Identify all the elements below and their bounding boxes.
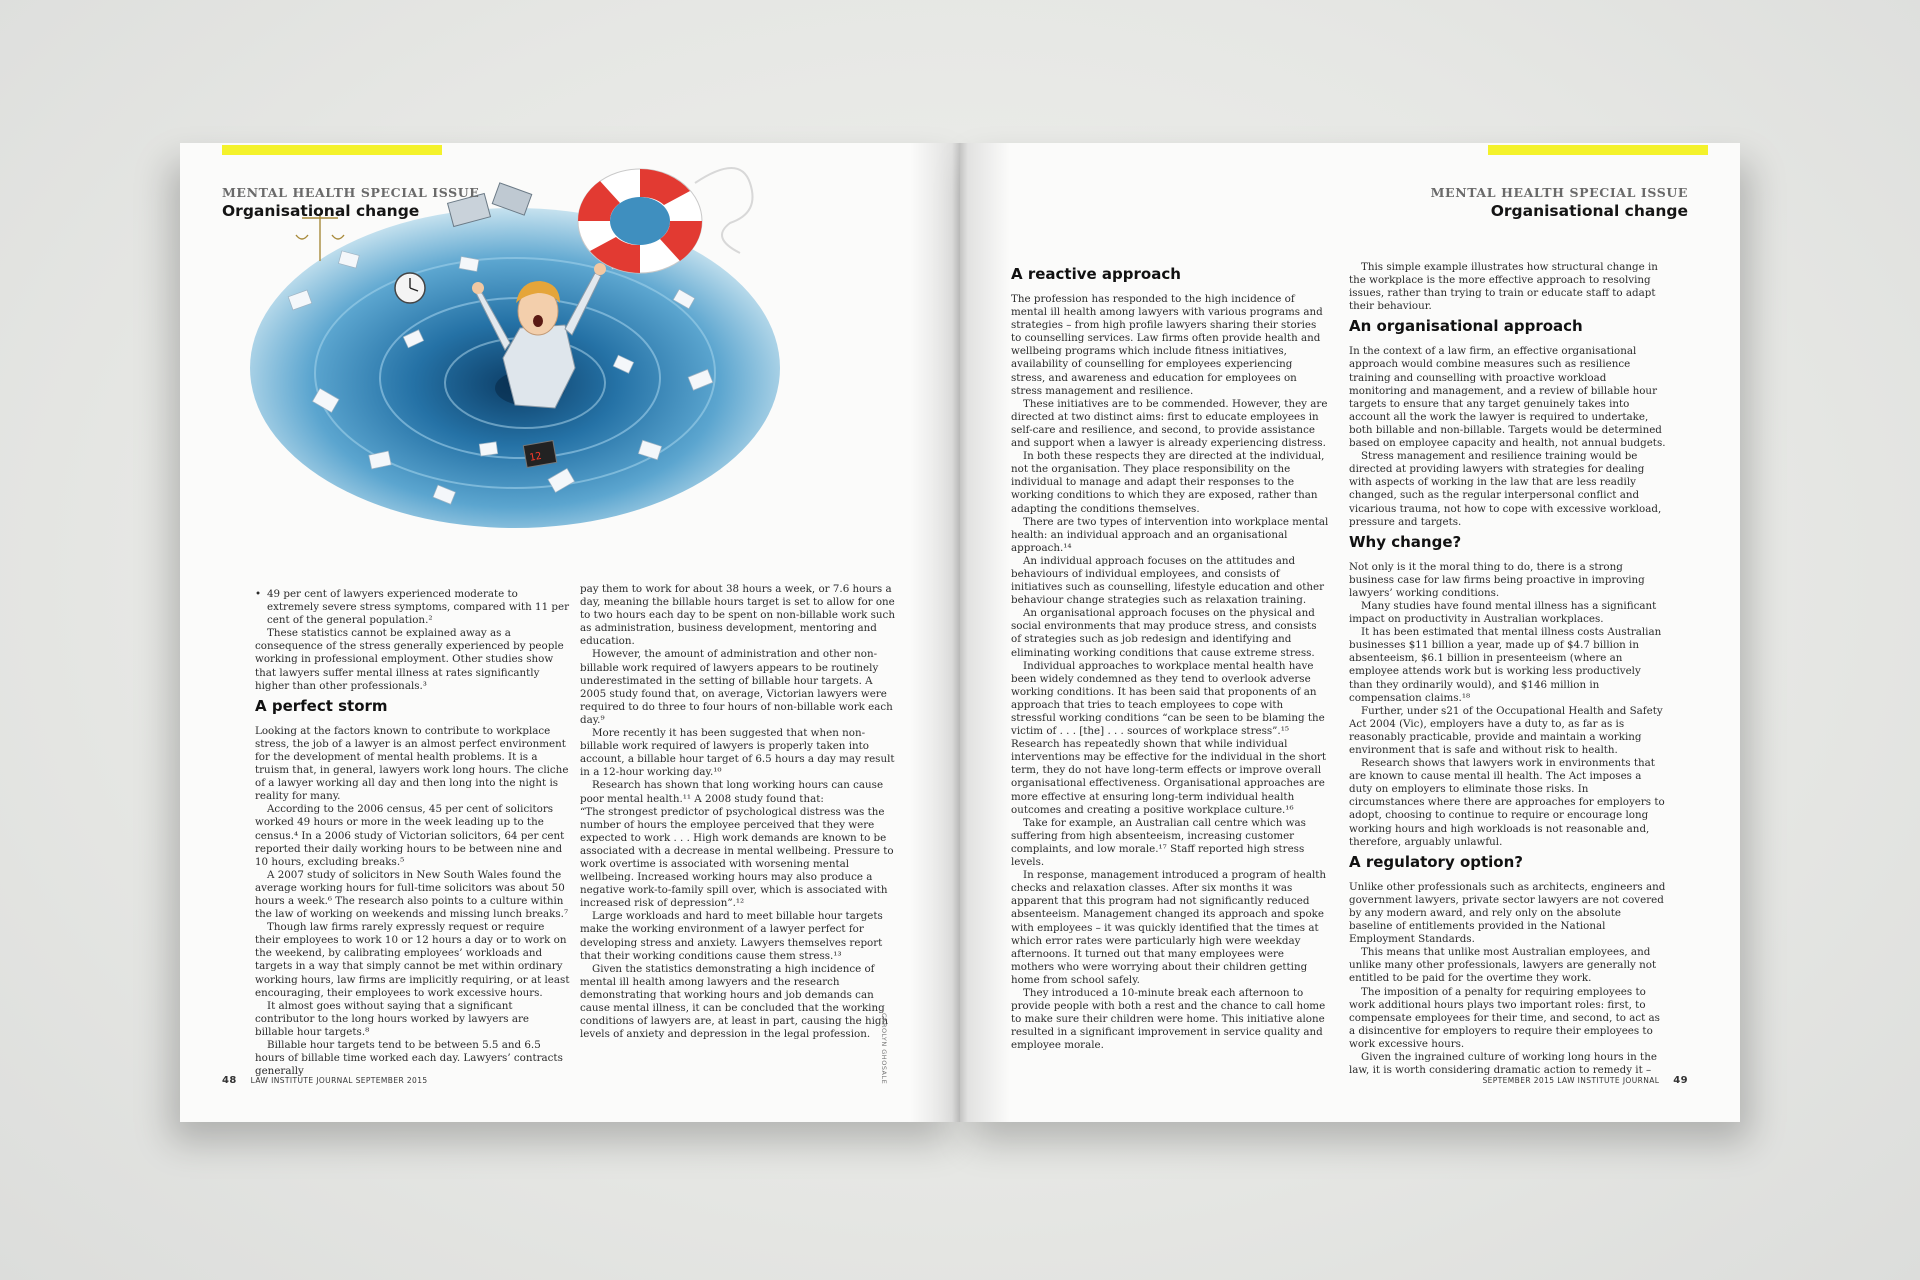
- paragraph: Though law firms rarely expressly request or require their employees to work 10 or 12 hours a day or to work on the weekend, by calibrating employees’ workloads and targets in a way that simply cannot be met within ordinary working hours, law firms are implicitly requiring, or at least encouraging, their employees to work excessive hours.: [255, 921, 570, 999]
- publication-name: LAW INSTITUTE JOURNAL SEPTEMBER 2015: [250, 1076, 428, 1085]
- paragraph: The profession has responded to the high incidence of mental ill health among lawyers with various programs and strategies – from high profile lawyers sharing their stories to counselling services. Law firms often provide health and wellbeing programs which include fitness initiatives, availability of counselling for employees experiencing stress, and awareness and education for employees on stress management and resilience.: [1011, 293, 1323, 397]
- svg-text:12: 12: [528, 450, 543, 464]
- section-title: Organisational change: [222, 202, 420, 220]
- paragraph: In both these respects they are directed at the individual, not the organisation. They place responsibility on the individual to manage and adapt their responses to the working conditions to which they are exposed, rather than adapting the conditions themselves.: [1011, 450, 1325, 515]
- highlight-bar: [1488, 145, 1708, 155]
- paragraph: However, the amount of administration and other non-billable work required of lawyers appears to be routinely underestimated in the setting of billable hour targets. A 2005 study found that, on average, Victorian lawyers were required to do three to four hours of non-billable work each day.⁹: [580, 648, 893, 726]
- article-column-2: [580, 583, 898, 1041]
- paragraph: Large workloads and hard to meet billable hour targets make the working environment of a lawyer perfect for developing stress and anxiety. Lawyers themselves report that their working conditions cause them stress.¹³: [580, 910, 883, 962]
- subheading-perfect-storm: A perfect storm: [255, 696, 388, 715]
- paragraph: Stress management and resilience training would be directed at providing lawyers with strategies for dealing with aspects of working in the law that are less readily changed, such as the regular interpersonal conflict and vicarious trauma, not how to cope with excessive workload, pressure and targets.: [1349, 450, 1662, 528]
- paragraph: A 2007 study of solicitors in New South Wales found the average working hours for full-time solicitors was about 50 hours a week.⁶ The research also points to a culture within the law of working on weekends and missing lunch breaks.⁷: [255, 868, 569, 921]
- paragraph: Further, under s21 of the Occupational Health and Safety Act 2004 (Vic), employers have a duty to, as far as is reasonably practicable, provide and maintain a working environment that is safe and without risk to health.: [1349, 704, 1663, 756]
- subheading-why-change: Why change?: [1349, 532, 1462, 551]
- section-title: Organisational change: [1490, 202, 1688, 220]
- paragraph: Individual approaches to workplace mental health have been widely condemned as they tend to overlook adverse working conditions. It has been said that proponents of an approach that tries to teach employees to cope with stressful working conditions “can be seen to be blaming the victim of . . . [the] . . . sources of workplace stress”.¹⁵ Research has repeatedly shown that while individual interventions may be effective for the individual in the short term, they do not have long-term effects or improve overall organisational effectiveness. Organisational approaches are more effective at ensuring long-term individual health outcomes and creating a positive workplace culture.¹⁶: [1011, 659, 1326, 816]
- illustration-credit: CAROLYN GHOSALE: [880, 1013, 888, 1085]
- article-column-1: [255, 588, 570, 1078]
- article-column-4: [1349, 261, 1667, 1077]
- paragraph: An individual approach focuses on the attitudes and behaviours of individual employees, and consists of initiatives such as counselling, lifestyle education and other behaviour change strategies such as relaxation training.: [1011, 554, 1324, 607]
- paragraph: pay them to work for about 38 hours a week, or 7.6 hours a day, meaning the billable hours target is set to allow for one to two hours each day to be spent on non-billable work such as administration, business development, mentoring and education.: [580, 583, 895, 648]
- paragraph: This means that unlike most Australian employees, and unlike many other professionals, lawyers are generally not entitled to be paid for the overtime they work.: [1349, 946, 1657, 985]
- subheading-regulatory-option: A regulatory option?: [1349, 852, 1523, 871]
- paragraph: They introduced a 10-minute break each afternoon to provide people with both a rest and the chance to call home to make sure their children were home. This initiative alone resulted in a significant improvement in service quality and employee morale.: [1011, 986, 1326, 1052]
- paragraph: These initiatives are to be commended. However, they are directed at two distinct aims: first to educate employees in self-care and resilience, and second, to provide assistance and support when a lawyer is already experiencing distress.: [1011, 397, 1328, 450]
- page-number: 48: [222, 1075, 237, 1086]
- page-number: 49: [1673, 1075, 1688, 1086]
- subheading-reactive-approach: A reactive approach: [1011, 265, 1181, 283]
- article-column-3: [1011, 261, 1329, 1052]
- paragraph: Many studies have found mental illness has a significant impact on productivity in Australian workplaces.: [1349, 599, 1657, 626]
- paragraph: It almost goes without saying that a significant contributor to the long hours worked by lawyers are billable hour targets.⁸: [255, 999, 529, 1038]
- paragraph: It has been estimated that mental illness costs Australian businesses $11 billion a year, made up of $4.7 billion in absenteeism, $6.1 billion in presenteeism (where an employee attends work but is working less productively than they ordinarily would), and $146 million in compensation claims.¹⁸: [1349, 626, 1662, 704]
- paragraph: In response, management introduced a program of health checks and relaxation classes. After six months it was apparent that this program had not significantly reduced absenteeism. Management changed its approach and spoke with employees – it was quickly identified that the times at which error rates were particularly high were weekday afternoons. It turned out that many employees were mothers who were worrying about their children getting home from school safely.: [1011, 869, 1327, 986]
- paragraph: There are two types of intervention into workplace mental health: an individual approach and an organisational approach.¹⁴: [1011, 515, 1329, 554]
- page-footer: [222, 1075, 428, 1086]
- paragraph: These statistics cannot be explained away as a consequence of the stress generally experienced by people working in professional employment. Other studies show that lawyers suffer mental illness at rates significantly higher than other professionals.³: [255, 627, 564, 692]
- paragraph: An organisational approach focuses on the physical and social environments that may produce stress, and consists of strategies such as job redesign and identifying and eliminating working conditions that cause extreme stress.: [1011, 607, 1317, 659]
- paragraph: Not only is it the moral thing to do, there is a strong business case for law firms being proactive in improving lawyers’ working conditions.: [1349, 560, 1645, 599]
- statistic-bullet: • 49 per cent of lawyers experienced moderate to extremely severe stress symptoms, compared with 11 per cent of the general population.²: [255, 588, 570, 627]
- left-page: [180, 143, 960, 1122]
- paragraph: According to the 2006 census, 45 per cent of solicitors worked 49 hours or more in the week leading up to the census.⁴ In a 2006 study of Victorian solicitors, 64 per cent reported their daily working hours to be between nine and 10 hours, excluding breaks.⁵: [255, 803, 565, 868]
- paragraph: Research has shown that long working hours can cause poor mental health.¹¹ A 2008 study found that:: [580, 779, 884, 805]
- paragraph: Unlike other professionals such as architects, engineers and government lawyers, private sector lawyers are not covered by any modern award, and rely only on the absolute baseline of entitlements provided in the National Employment Standards.: [1349, 880, 1666, 946]
- section-kicker: MENTAL HEALTH SPECIAL ISSUE: [1430, 185, 1688, 200]
- publication-name: SEPTEMBER 2015 LAW INSTITUTE JOURNAL: [1482, 1076, 1660, 1085]
- paragraph: Looking at the factors known to contribute to workplace stress, the job of a lawyer is an almost perfect environment for the development of mental health problems. It is a truism that, in general, lawyers work long hours. The cliche of a lawyer working all day and then long into the night is reality for many.: [255, 724, 569, 803]
- paragraph: Research shows that lawyers work in environments that are known to cause mental ill health. The Act imposes a duty on employers to eliminate those risks. In circumstances where there are approaches for employers to adopt, choosing to continue to require or encourage long working hours and high workloads is not reasonable and, therefore, arguably unlawful.: [1349, 757, 1665, 848]
- paragraph: Given the statistics demonstrating a high incidence of mental ill health among lawyers and the research demonstrating that working hours and job demands can cause mental illness, it can be concluded that the working conditions of lawyers are, at least in part, causing the high levels of anxiety and depression in the legal profession.: [580, 962, 889, 1041]
- section-kicker: MENTAL HEALTH SPECIAL ISSUE: [222, 185, 480, 200]
- right-page: [960, 143, 1740, 1122]
- paragraph: Billable hour targets tend to be between 5.5 and 6.5 hours of billable time worked each day. Lawyers’ contracts generally: [255, 1039, 563, 1078]
- page-footer: [1482, 1075, 1688, 1086]
- quote: “The strongest predictor of psychological distress was the number of hours the employee perceived that they were expected to work . . . High work demands are known to be associated with a decrease in mental wellbeing. Pressure to work overtime is associated with worsening mental wellbeing. Increased working hours may also produce a negative work-to-family spill over, which is associated with increased risk of depression”.¹²: [580, 805, 894, 910]
- subheading-organisational-approach: An organisational approach: [1349, 317, 1583, 336]
- paragraph: Take for example, an Australian call centre which was suffering from high absenteeism, increasing customer complaints, and low morale.¹⁷ Staff reported high stress levels.: [1011, 816, 1306, 869]
- paragraph: In the context of a law firm, an effective organisational approach would combine measures such as resilience training and counselling with proactive workload monitoring and management, and a review of billable hour targets to ensure that any target genuinely takes into account all the work the lawyer is required to undertake, both billable and non-billable. Targets would be determined based on employee capacity and health, not annual budgets.: [1349, 345, 1666, 450]
- paragraph: This simple example illustrates how structural change in the workplace is the more effective approach to resolving issues, rather than trying to train or educate staff to adapt their behaviour.: [1349, 261, 1658, 313]
- paragraph: The imposition of a penalty for requiring employees to work additional hours plays two important roles: first, to compensate employees for their time, and second, to act as a disincentive for employers to require their employees to work excessive hours.: [1349, 985, 1660, 1050]
- paragraph: More recently it has been suggested that when non-billable work required of lawyers is properly taken into account, a billable hour target of 6.5 hours a day may result in a 12-hour working day.¹⁰: [580, 727, 895, 779]
- paragraph: Given the ingrained culture of working long hours in the law, it is worth considering dramatic action to remedy it –: [1349, 1050, 1657, 1077]
